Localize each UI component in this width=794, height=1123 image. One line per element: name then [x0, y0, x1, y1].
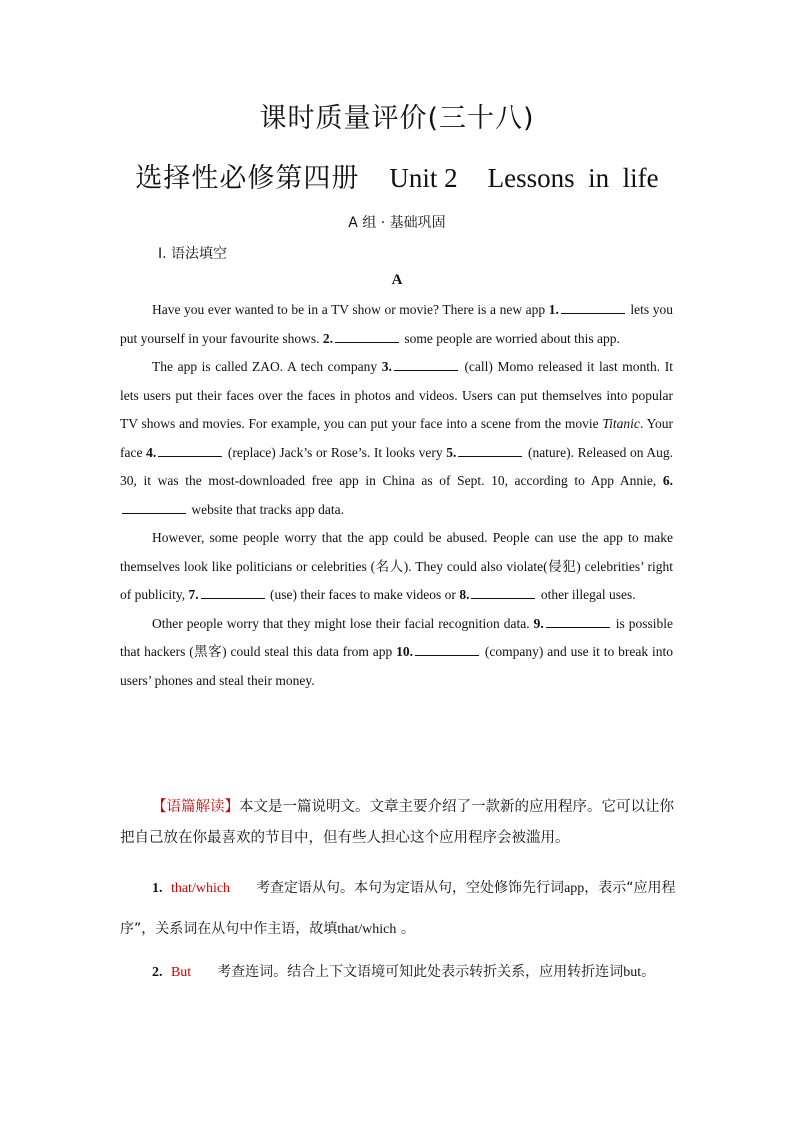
unit-topic: Lessons in life	[487, 163, 659, 193]
passage-analysis	[120, 792, 680, 854]
answer-number: 1.	[152, 881, 163, 896]
answer-key: that/which	[170, 881, 231, 896]
answer-blank	[201, 584, 265, 599]
question-number: 7.	[188, 587, 199, 602]
passage-paragraph: Have you ever wanted to be in a TV show or movie? There is a new app 1. lets you put yourself in your favourite shows. 2. some people are worried about this app.	[120, 296, 673, 353]
answer-blank	[415, 641, 479, 656]
answer-blank	[335, 328, 399, 343]
question-number: 9.	[533, 615, 544, 631]
question-number: 8.	[459, 587, 470, 602]
answer-number: 2.	[152, 965, 163, 980]
passage-paragraph: The app is called ZAO. A tech company 3. (call) Momo released it last month. It lets users put their faces over the faces in photos and videos. Users can put themselves into popular TV shows and movies. For example, you can put your face into a scene from the movie Titanic. Your face 4. (replace) Jack’s or Rose’s. It looks very 5. (nature). Released on Aug. 30, it was the most-downloaded free app in China as of Sept. 10, according to App Annie, 6. website that tracks app data.	[120, 353, 673, 524]
page-title: 课时质量评价(三十八)	[259, 103, 535, 134]
question-number: 3.	[381, 359, 392, 374]
passage-text	[120, 296, 673, 695]
question-number: 4.	[146, 444, 157, 460]
unit-title	[0, 156, 794, 195]
book-name: 选择性必修第四册	[135, 163, 360, 194]
question-number: 1.	[548, 302, 559, 317]
answer-blank	[546, 613, 610, 628]
answer-explanation: 1. that/which 考查定语从句。本句为定语从句，空处修饰先行词app，表示“应用程序”，关系词在从句中作主语，故填that/which 。	[120, 880, 676, 937]
answer-blank	[158, 442, 222, 457]
analysis-tag: 【语篇解读】	[152, 799, 239, 815]
question-number: 5.	[446, 444, 457, 460]
answer-key: But	[170, 965, 192, 980]
group-label: A 组 · 基础巩固	[348, 215, 446, 231]
question-number: 10.	[396, 644, 414, 659]
question-number: 2.	[322, 330, 333, 346]
unit-number: Unit 2	[389, 163, 458, 193]
answer-blank	[394, 356, 458, 371]
passage-paragraph: However, some people worry that the app could be abused. People can use the app to make themselves look like politicians or celebrities (名人). They could also violate(侵犯) celebrities’ right of publicity, 7. (use) their faces to make videos or 8. other illegal uses.	[120, 530, 673, 602]
question-number: 6.	[662, 473, 673, 488]
passage-paragraph: Other people worry that they might lose their facial recognition data. 9. is possible that hackers (黑客) could steal this data from app 10. (company) and use it to break into users’ phones and steal their money.	[120, 610, 673, 696]
passage-label: A	[391, 272, 403, 288]
answer-blank	[122, 499, 186, 514]
answer-explanation: 2. But 考查连词。结合上下文语境可知此处表示转折关系，应用转折连词but。	[152, 964, 656, 980]
section-label: Ⅰ. 语法填空	[158, 246, 228, 262]
answer-blank	[471, 584, 535, 599]
analysis-text: 本文是一篇说明文。文章主要介绍了一款新的应用程序。它可以让你把自己放在你最喜欢的节目中，但有些人担心这个应用程序会被滥用。	[120, 799, 674, 846]
movie-title: Titanic	[602, 416, 640, 431]
answer-blank	[458, 442, 522, 457]
answer-blank	[561, 299, 625, 314]
